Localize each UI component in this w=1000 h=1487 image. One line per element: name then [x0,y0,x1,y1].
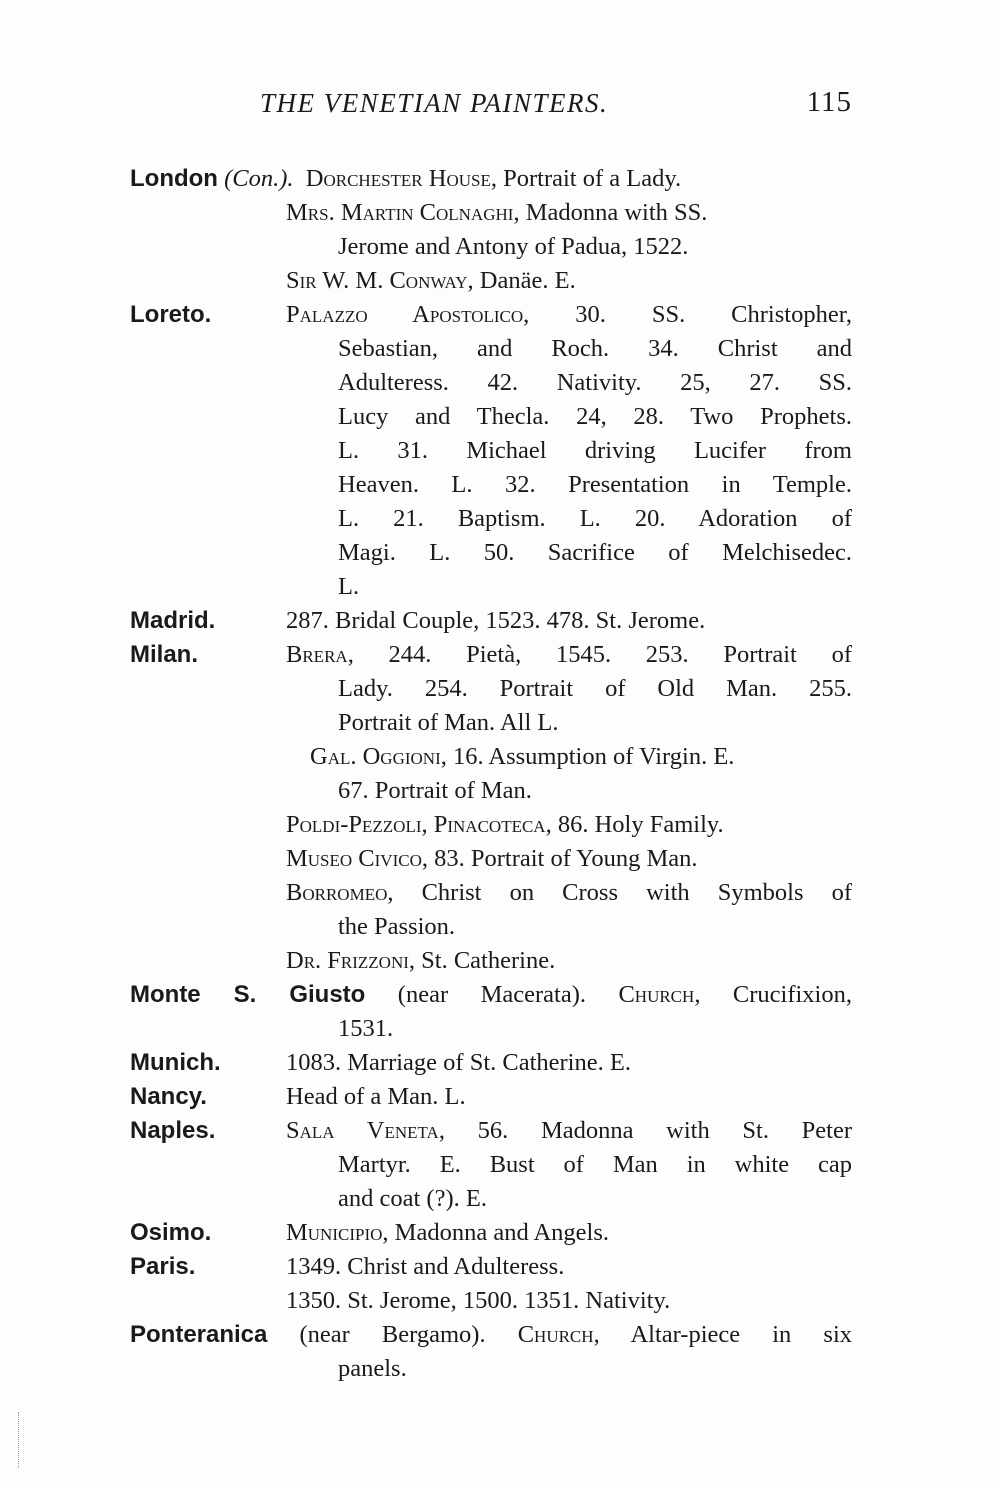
collection-name: Sir W. M. Conway [286,267,468,294]
page-number: 115 [806,86,852,118]
running-title: THE VENETIAN PAINTERS. [260,88,609,118]
collection-name: Municipio [286,1219,383,1246]
entry-line [286,1114,852,1148]
entry-line: L. [338,573,360,600]
place-name: Paris. [130,1253,196,1280]
entry-text: , Madonna with SS. [513,199,708,226]
place-name: Naples. [130,1117,216,1144]
collection-name: Gal. Oggioni [310,743,441,770]
entry-line: L. 21. Baptism. L. 20. Adoration of [338,505,852,532]
collection-name: Museo Civico [286,845,422,872]
entry-line [286,842,698,876]
entry-line [286,638,852,672]
collection-name: Mrs. Martin Colnaghi [286,199,514,226]
entry-line: Portrait of Man. All L. [338,709,559,736]
place-name: Ponteranica [130,1321,268,1348]
collection-name: Poldi-Pezzoli, Pinacoteca [286,811,546,838]
collection-name: Palazzo Apostolico [286,301,524,328]
entry-text: , 56. Madonna with St. Peter [438,1117,852,1144]
entry-line: L. 31. Michael driving Lucifer from [338,437,852,464]
place-name: Loreto. [130,301,212,328]
entry-line: Adulteress. 42. Nativity. 25, 27. SS. [338,369,852,396]
entry-note: (near Macerata). [365,981,619,1008]
place-name: Milan. [130,641,199,668]
collection-name: Borromeo [286,879,388,906]
place-name: Monte S. Giusto [130,981,366,1008]
entry-text: , 83. Portrait of Young Man. [421,845,698,872]
entry-line: Sebastian, and Roch. 34. Christ and [338,335,852,362]
place-name: Osimo. [130,1219,212,1246]
entry-line: 1349. Christ and Adulteress. [286,1253,565,1280]
place-name: Madrid. [130,607,216,634]
entry-line [130,978,852,1012]
entry-text: , 244. Pietà, 1545. 253. Portrait of [347,641,852,668]
place-label [130,1114,215,1148]
entry-line: Head of a Man. L. [286,1083,466,1110]
entry-line [286,264,576,298]
entry-line [286,196,707,230]
place-label [130,1250,195,1284]
entry-text: , St. Catherine. [408,947,556,974]
collection-name: Brera [286,641,348,668]
collection-name: Church [517,1321,594,1348]
entry-line [286,1216,609,1250]
place-name: Nancy. [130,1083,207,1110]
entry-text: , Altar-piece in six [593,1321,853,1348]
entry-line [130,162,681,196]
entry-line: 1083. Marriage of St. Catherine. E. [286,1049,631,1076]
entry-line [310,740,734,774]
place-label [130,1216,211,1250]
entry-line: 1531. [338,1015,394,1042]
entry-text: , 30. SS. Christopher, [523,301,852,328]
entry-line: Lady. 254. Portrait of Old Man. 255. [338,675,852,702]
entry-line: Martyr. E. Bust of Man in white cap [338,1151,852,1178]
entry-text: , Crucifixion, [694,981,852,1008]
entry-text: , Portrait of a Lady. [490,165,682,192]
entry-line [286,876,852,910]
place-name: London [130,165,218,192]
entry-line: Magi. L. 50. Sacrifice of Melchisedec. [338,539,852,566]
entry-line [286,808,724,842]
gutter-mark [18,1412,20,1468]
entry-text: , Madonna and Angels. [382,1219,609,1246]
entry-text: , Danäe. E. [467,267,576,294]
entry-line: Heaven. L. 32. Presentation in Temple. [338,471,852,498]
place-label [130,298,211,332]
entry-note: (near Bergamo). [267,1321,518,1348]
entry-line [286,298,852,332]
entry-line: Jerome and Antony of Padua, 1522. [338,233,689,260]
entry-text: , 86. Holy Family. [545,811,724,838]
entry-line: Lucy and Thecla. 24, 28. Two Prophets. [338,403,852,430]
entry-line: panels. [338,1355,407,1382]
entry-line: and coat (?). E. [338,1185,487,1212]
entry-line: the Passion. [338,913,456,940]
collection-name: Dorchester House [305,165,491,192]
entry-text: , Christ on Cross with Symbols of [387,879,852,906]
entry-line: 67. Portrait of Man. [338,777,532,804]
place-name: Munich. [130,1049,221,1076]
place-label [130,604,215,638]
continued-mark: (Con.). [224,165,294,192]
place-label [130,1080,207,1114]
entry-line [130,1318,852,1352]
collection-name: Sala Veneta [286,1117,439,1144]
entry-line: 1350. St. Jerome, 1500. 1351. Nativity. [286,1287,671,1314]
place-label [130,638,198,672]
collection-name: Dr. Frizzoni [286,947,409,974]
entry-text: , 16. Assumption of Virgin. E. [440,743,735,770]
running-header [130,84,852,124]
place-label [130,1046,221,1080]
collection-name: Church [618,981,695,1008]
entry-line [286,944,555,978]
entry-line: 287. Bridal Couple, 1523. 478. St. Jerome. [286,607,706,634]
